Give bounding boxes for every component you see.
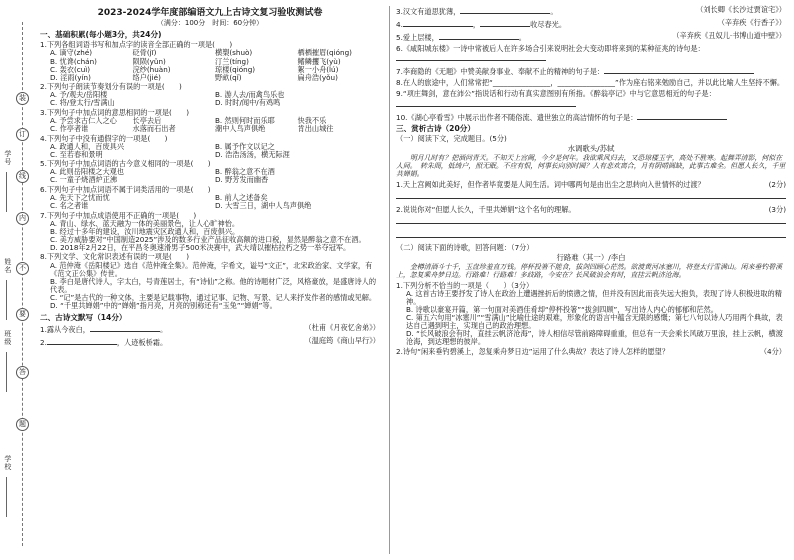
binding-circle: 装: [16, 92, 29, 105]
answer-blank[interactable]: [480, 19, 530, 27]
question-stem: 2.: [40, 338, 47, 348]
answer-line[interactable]: [396, 189, 786, 199]
option: D. 浩浩汤汤，横无际涯: [215, 149, 290, 159]
score: (3分): [768, 204, 786, 214]
option: 絮一小舟(lú): [297, 64, 339, 74]
answer-blank[interactable]: [396, 53, 546, 61]
option: B. 李白是唐代诗人，字太白，号青莲居士，有“诗仙”之称。他的诗题材广泛，风格豪放，是盛唐诗人的代表。: [50, 276, 377, 294]
option: A. 青山、绿水、蓝天融为一体的美丽景色，让人心旷神怡。: [50, 218, 240, 228]
option: C. “记”是古代的一种文体，主要是记载事物，通过记事、记物、写景、记人来抒发作者的感情或见解。: [50, 292, 377, 302]
question-mid: 收尽春光。: [530, 20, 567, 30]
answer-blank[interactable]: [439, 32, 519, 40]
option: A. 此则岳阳楼之大观也: [50, 167, 125, 177]
question: [40, 337, 380, 347]
option: D. “千里共婵娟”中的“婵娟”指月亮，月亮的别称还有“玉兔”“婵娟”等。: [50, 300, 277, 310]
answer-blank[interactable]: [47, 337, 117, 345]
question: [40, 324, 380, 334]
question-stem: 2.说说你对“但愿人长久，千里共婵娟”这个名句的理解。: [396, 204, 576, 214]
question-stem: 6.《咸阳城东楼》一诗中常被后人在许多场合引来说明社会大变动即将来到的某种征兆的诗句是：: [396, 44, 705, 54]
section-heading: 一、基础积累(每小题3分，共24分): [40, 29, 162, 39]
score: （3分）: [510, 280, 534, 290]
answer-blank[interactable]: [396, 99, 576, 107]
question-tail: 。: [159, 325, 168, 335]
option: D. 2018年2月22日，在平昌冬奥速滑男子500米决赛中，武大靖以摧枯拉朽之势一举夺冠军。: [50, 242, 351, 252]
option: B. 游人去/而禽鸟乐也: [215, 90, 285, 100]
option: 汀兰(tíng): [215, 56, 249, 66]
question: [396, 206, 786, 214]
question-options: [40, 143, 380, 159]
option: 扁舟浩(yǒu): [297, 72, 338, 82]
binding-circle: 不: [16, 262, 29, 275]
answer-blank[interactable]: [90, 324, 160, 332]
score: （4分）: [759, 347, 786, 357]
question-stem: 3.汉文有道思犹薄，: [396, 7, 461, 16]
option: B. 前人之述备矣: [215, 193, 268, 203]
option: 栖栖摧眉(qióng): [297, 48, 352, 58]
binding-circle: 题: [16, 418, 29, 431]
option: C. 名之者谁: [50, 201, 89, 211]
left-column: [40, 0, 380, 560]
passage-heading: （二）阅读下面的诗歌，回答问题：（7分）: [396, 242, 534, 252]
question: 1.下列各组词语书写和加点字的读音全部正确的一项是( ): [40, 40, 233, 50]
option: 琼楼(qióng): [215, 64, 256, 74]
binding-circle: 订: [16, 128, 29, 141]
question-options: [40, 168, 380, 184]
option: A. 予/观夫/岳阳楼: [50, 90, 108, 100]
option: C. 轰衣(cuì): [50, 64, 91, 74]
question: 7.下列句子中加点成语使用不正确的一项是( ): [40, 210, 197, 220]
binding-circle: 答: [16, 366, 29, 379]
option: 鳍鳞攫飞(yù): [297, 56, 341, 66]
poem-body: 明月几时有？把酒问青天。不知天上宫阙，今夕是何年。我欲乘风归去，又恐琼楼玉宇，高处不胜寒。起舞弄清影，何似在人间。 转朱阁，低绮户，照无眠。不应有恨，何事长向别时圆？人有悲欢离合，月有阴晴圆缺，此事古难全。但愿人长久，千里共婵娟。: [396, 154, 786, 178]
source: （温庭筠《商山早行》）: [304, 336, 380, 346]
option: B. 属予作文以记之: [215, 141, 275, 151]
question: [396, 32, 786, 42]
question: [396, 348, 786, 356]
section-heading: 二、古诗文默写（14分）: [40, 312, 127, 322]
question: [396, 181, 786, 189]
field-line: [6, 477, 7, 517]
option: D. 淫雨(yín): [50, 72, 91, 82]
question: 2.下列句子朗读节奏划分有误的一项是( ): [40, 82, 182, 92]
option: D. “长风破浪会有时，直挂云帆济沧海”，诗人相信尽管前路障碍重重，但总有一天会乘长风破万里浪，挂上云帆，横渡沧海，到达理想的彼岸。: [406, 329, 783, 347]
option: C. 美方威胁要对“中国制造2025”涉及的数多行业产品征收高额的进口税，显然是醉翁之意不在酒。: [50, 234, 366, 244]
source: （辛弃疾《丑奴儿·书博山道中壁》）: [672, 31, 786, 41]
question-stem: 9.“项庄舞剑，意在沛公”指说话和行动有真实意图别有所指。《醉翁亭记》中与它意思相近的句子是：: [396, 89, 716, 99]
option: 浣纱(huàn): [132, 64, 171, 74]
question: [396, 6, 786, 16]
question-options: [40, 117, 380, 133]
poem-title: 水调歌头/苏轼: [567, 144, 615, 154]
question-options: [40, 91, 380, 107]
poem-title: 行路难（其一）/李白: [556, 253, 626, 263]
question: 8.下列文学、文化常识表述有误的一项是( ): [40, 252, 190, 262]
passage-heading: （一）阅读下文，完成题目。(5分): [396, 134, 507, 144]
option: D. 野芳发而幽香: [215, 175, 269, 185]
source: （杜甫《月夜忆舍弟》）: [304, 323, 380, 333]
question: [396, 90, 786, 108]
field-line: [6, 280, 7, 320]
question-tail: ，人迹板桥霜。: [116, 338, 168, 348]
question: 8.在人的旅途中，人们常常把“________________，________________”作为座右铭来勉励自己，并以此比喻人生坚持不懈。: [396, 78, 785, 88]
score: (2分): [768, 179, 786, 189]
option: B. 忧谗(chán): [50, 56, 97, 66]
poem-body: 金樽清酒斗十千，玉盘珍羞直万钱。停杯投箸不能食，拔剑四顾心茫然。欲渡黄河冰塞川，将登太行雪满山。闲来垂钓碧溪上，忽复乘舟梦日边。行路难！行路难！多歧路，今安在？长风破浪会有时，直挂云帆济沧海。: [396, 263, 783, 280]
field-student-id: 学号: [3, 150, 12, 166]
question-stem: 5.爱上层楼，: [396, 33, 439, 43]
field-school: 学校: [3, 455, 12, 471]
question-tail: ，: [472, 20, 481, 30]
option: A. 范仲淹《岳阳楼记》选自《范仲淹全集》。范仲淹，字希文，谥号“文正”，北宋政治家、文学家，有《范文正公集》传世。: [50, 260, 373, 278]
question-stem: 2.诗句“闲来垂钓碧溪上，忽复乘舟梦日边”运用了什么典故？表达了诗人怎样的愿望？: [396, 347, 670, 357]
question-options: [40, 49, 380, 81]
answer-blank[interactable]: [604, 66, 754, 74]
option: D. 时时/闻中/有鸡鸣: [215, 98, 281, 108]
option: B. 经过十多年的建设，汝川地震灾区政通人和，百废俱兴。: [50, 226, 240, 236]
option: B. 然则何时而乐耶: [215, 115, 275, 125]
option: 陨陨(yǔn): [132, 56, 166, 66]
question: 3.下列句子中加点词的意思相同的一项是( ): [40, 107, 190, 117]
question-stem: 1.天上宫阙如此美好，但作者毕竟要是人间生活。词中哪两句是由出尘之思转向入世情怀的过渡？: [396, 179, 705, 189]
question-options: [40, 194, 380, 210]
question-tail: 。: [518, 33, 526, 43]
answer-blank[interactable]: [637, 112, 727, 120]
question: [396, 66, 786, 76]
option: A. 予尝求古仁人之心: [50, 115, 117, 125]
option: D. 大雪三日，湖中人鸟声俱绝: [215, 201, 312, 211]
question-stem: 4.: [396, 20, 403, 30]
binding-circle: 线: [16, 170, 29, 183]
source: （刘长卿《长沙过贾谊宅》）: [696, 5, 786, 14]
question: 4.下列句子中没有通假字的一项是( ): [40, 133, 168, 143]
question: 6.下列句子中加点词语不属于词类活用的一项是( ): [40, 184, 211, 194]
question-stem: 1.下列分析不恰当的一项是（ ）: [396, 280, 511, 290]
option: 络户(jié): [132, 72, 161, 82]
question: [396, 45, 786, 63]
option: B. 醉翁之意不在酒: [215, 167, 275, 177]
field-line: [6, 352, 7, 392]
answer-blank[interactable]: [403, 19, 473, 27]
field-class: 班级: [3, 330, 12, 346]
option: 横槊(shuò): [215, 48, 253, 58]
right-column: [396, 0, 786, 560]
column-divider: [389, 6, 390, 554]
option: C. 将/登太行/雪满山: [50, 98, 115, 108]
question-tail: 。: [550, 7, 558, 16]
option: 潮中人鸟声俱绝: [215, 124, 266, 134]
option: 水落而石出者: [132, 124, 176, 134]
option: 肯出山城往: [297, 124, 334, 134]
exam-meta: （满分：100分 时间：60分钟）: [156, 19, 264, 28]
option: 野畝(qǐ): [215, 72, 242, 82]
option: 砭骨(jī): [132, 48, 157, 58]
source: （辛弃疾《行香子》）: [717, 18, 786, 28]
binding-margin: [0, 0, 38, 560]
question: 5.下列句子中加点词语的古今意义相同的一项是( ): [40, 159, 211, 169]
option: A. 谪守(zhé): [50, 48, 93, 58]
option: C. 第五六句用“冰塞川”“雪满山”比喻仕途的艰难，形象化的语言中蕴含无限的感慨；第七八句以诗人巧用两个典故，表达自己遇到明主，实现自己的政治理想。: [406, 313, 783, 331]
question-stem: 7.李商隐的《无题》中赞美献身事业、奉献不止的精神的句子是：: [396, 67, 605, 77]
section-heading: 三、赏析古诗（20分）: [396, 123, 475, 133]
field-line: [6, 172, 7, 212]
question: [396, 19, 786, 29]
binding-circle: 内: [16, 212, 29, 225]
answer-line[interactable]: [396, 214, 786, 224]
question-stem: 10.《湖心亭看雪》中展示出作者不随俗流、遗世独立的高洁情怀的句子是：: [396, 112, 638, 122]
option: A. 先天下之忧而忧: [50, 193, 110, 203]
question-stem: 1.露从今夜白，: [40, 325, 90, 335]
question: [396, 112, 786, 122]
answer-blank[interactable]: [460, 6, 550, 14]
option: C. 一童子烧酒炉正沸: [50, 175, 118, 185]
binding-circle: 要: [16, 308, 29, 321]
page-title: 2023-2024学年度部编语文九上古诗文复习验收测试卷: [97, 8, 323, 18]
option: A. 政通人和，百废具兴: [50, 141, 125, 151]
field-name: 姓名: [3, 258, 12, 274]
option: C. 作亭者谁: [50, 124, 89, 134]
option: C. 至若春和景明: [50, 149, 103, 159]
option: B. 诗歌以豪宴开篇，第一句面对美酒佳肴却“停杯投箸”“拔剑四顾”，写出诗人内心的郁郁和茫然。: [406, 304, 718, 314]
answer-line[interactable]: [396, 228, 786, 238]
option: 长亭去后: [132, 115, 162, 125]
option: A. 这首古诗王要抒发了诗人在政治上遭遇挫折后的愤懑之情，但并没有因此而丧失远大抱负，表现了诗人积极进取的精神。: [406, 288, 782, 306]
option: 快我不乐: [297, 115, 327, 125]
